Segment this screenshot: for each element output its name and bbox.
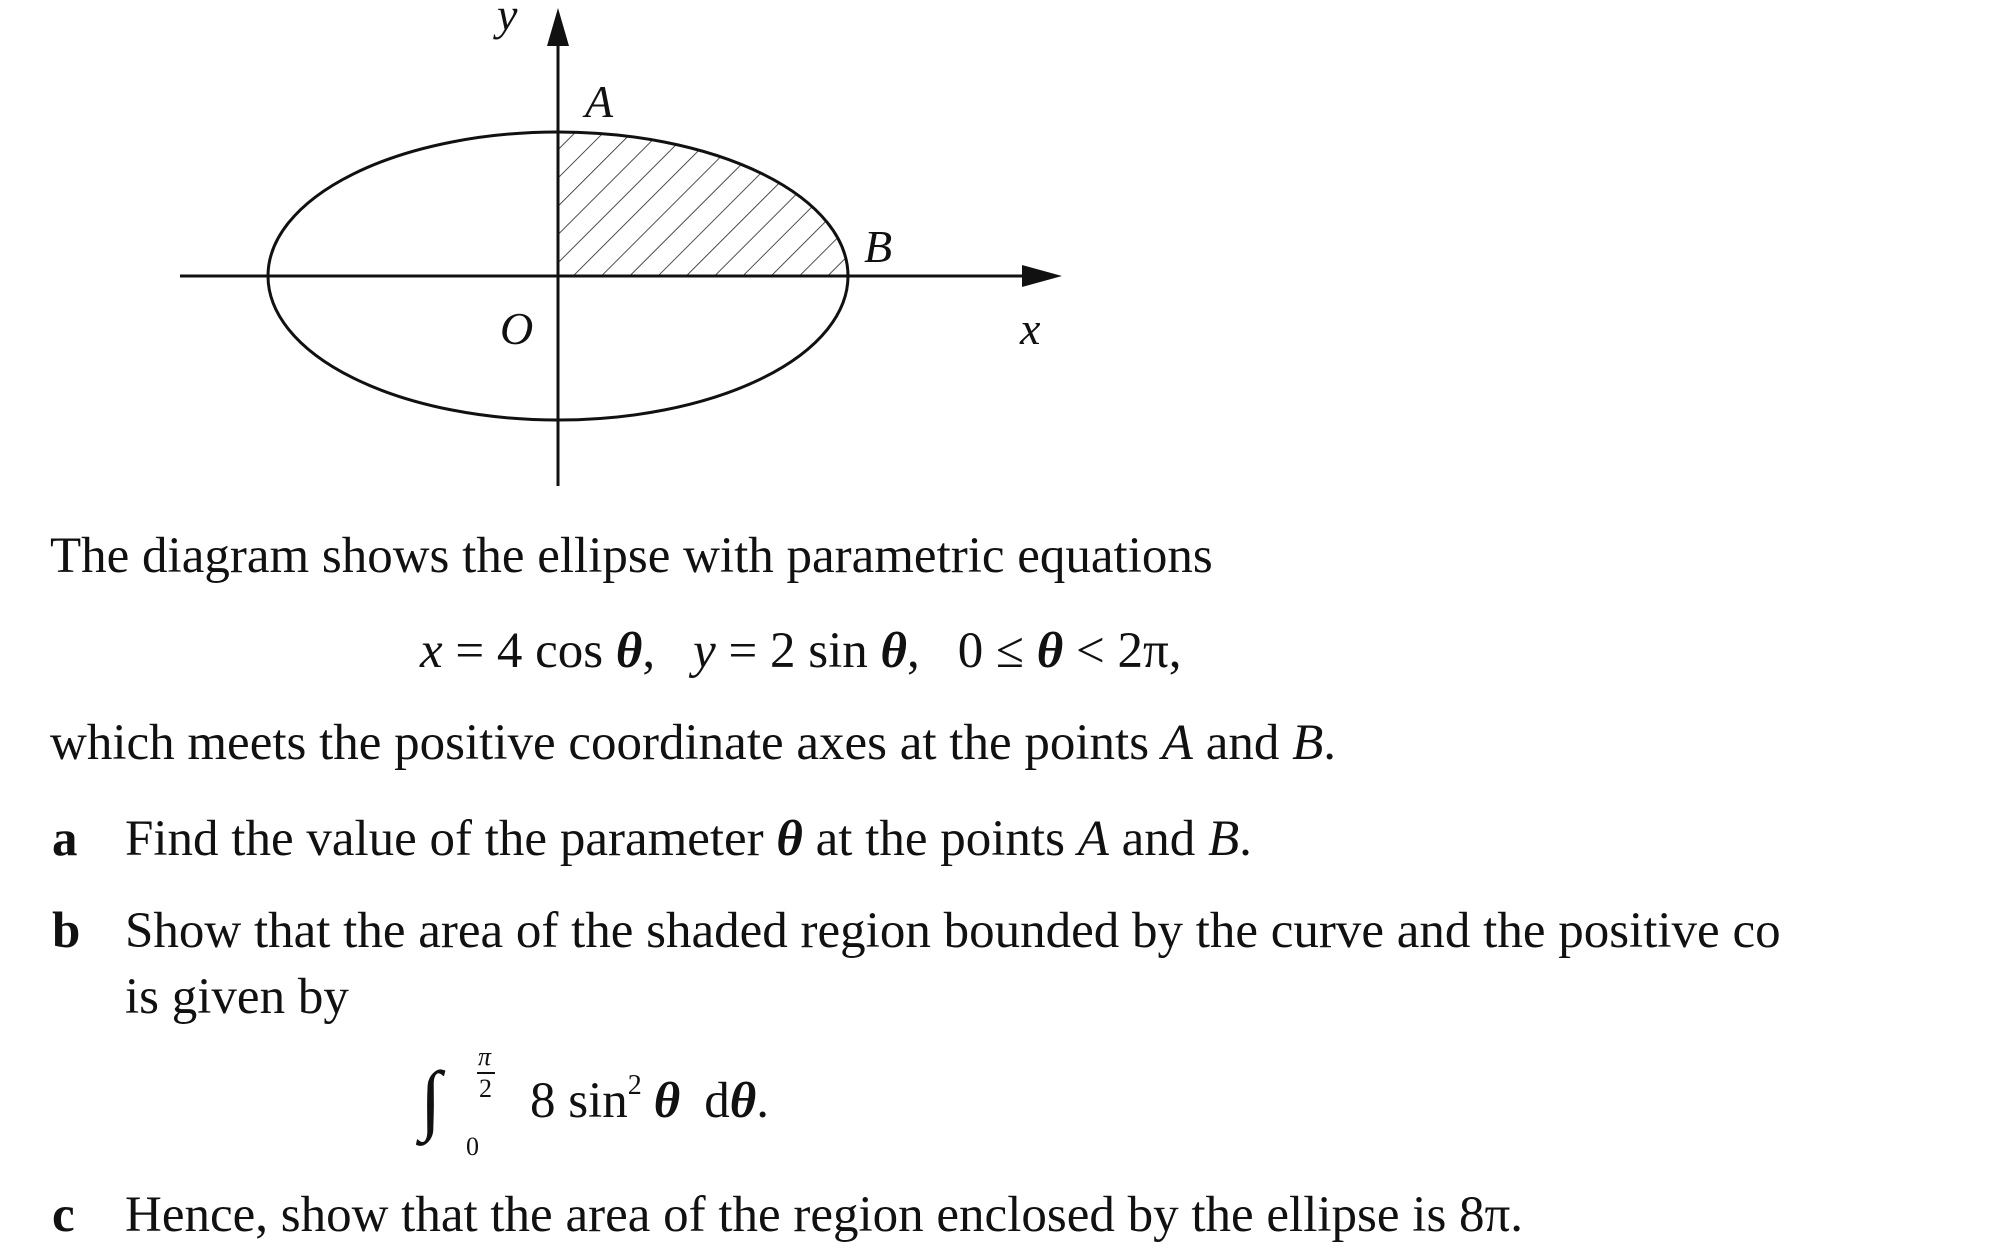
shaded-region [558,132,848,276]
integrand-theta: θ [653,1073,681,1129]
eq-range-lead: 0 ≤ [957,623,1037,679]
point-a-label: A [585,76,614,127]
part-a-point-a: A [1077,811,1109,867]
part-a-mid: at the points [802,811,1078,867]
part-a-end: . [1239,811,1252,867]
integrand-power: 2 [627,1070,642,1101]
part-b-line-1: Show that the area of the shaded region bounded by the curve and the positive co [125,903,1781,959]
eq-y-rhs: = 2 sin [715,623,881,679]
integrand [530,1070,769,1129]
y-axis-arrow [547,8,569,46]
eq-x-var: x [420,623,443,679]
x-axis-arrow [1022,265,1062,287]
ellipse-diagram [0,0,1100,500]
part-a-lead: Find the value of the parameter [125,811,777,867]
part-b-line-2: is given by [125,969,349,1025]
eq-theta-3: θ [1036,623,1064,679]
meets-axes-sentence [50,715,1336,771]
integral-upper-num: π [478,1042,492,1071]
integrand-end: . [756,1073,769,1129]
integral-upper-den: 2 [479,1074,492,1103]
part-a-letter: a [52,811,78,867]
integrand-coef: 8 sin [530,1073,628,1129]
part-a-point-b: B [1208,811,1240,867]
integrand-d: d [704,1073,730,1129]
meets-and: and [1192,715,1293,771]
parametric-equation [420,623,1182,679]
point-b-label: B [864,221,893,272]
integrand-theta-2: θ [729,1073,757,1129]
question-intro: The diagram shows the ellipse with parametric equations [50,528,1213,584]
eq-sep-1: , [642,623,656,679]
y-axis-label: y [497,0,518,40]
eq-range-tail: < 2π, [1063,623,1182,679]
eq-theta-1: θ [615,623,643,679]
meets-end: . [1323,715,1336,771]
origin-label: O [500,303,534,354]
eq-x-rhs: = 4 cos [442,623,616,679]
integral-sign: ∫ [420,1055,442,1142]
part-a-text [125,811,1252,867]
part-a-theta: θ [776,811,803,867]
eq-theta-2: θ [880,623,908,679]
meets-point-a: A [1161,715,1193,771]
eq-sep-2: , [907,623,920,679]
part-c-letter: c [52,1187,75,1243]
part-b-letter: b [52,903,81,959]
x-axis-label: x [1020,303,1041,354]
eq-y-var: y [693,623,716,679]
part-a-and: and [1108,811,1209,867]
part-c-text: Hence, show that the area of the region enclosed by the ellipse is 8π. [125,1187,1524,1243]
meets-point-b: B [1292,715,1324,771]
meets-text: which meets the positive coordinate axes at the points [50,715,1162,771]
integral-lower: 0 [466,1132,479,1161]
